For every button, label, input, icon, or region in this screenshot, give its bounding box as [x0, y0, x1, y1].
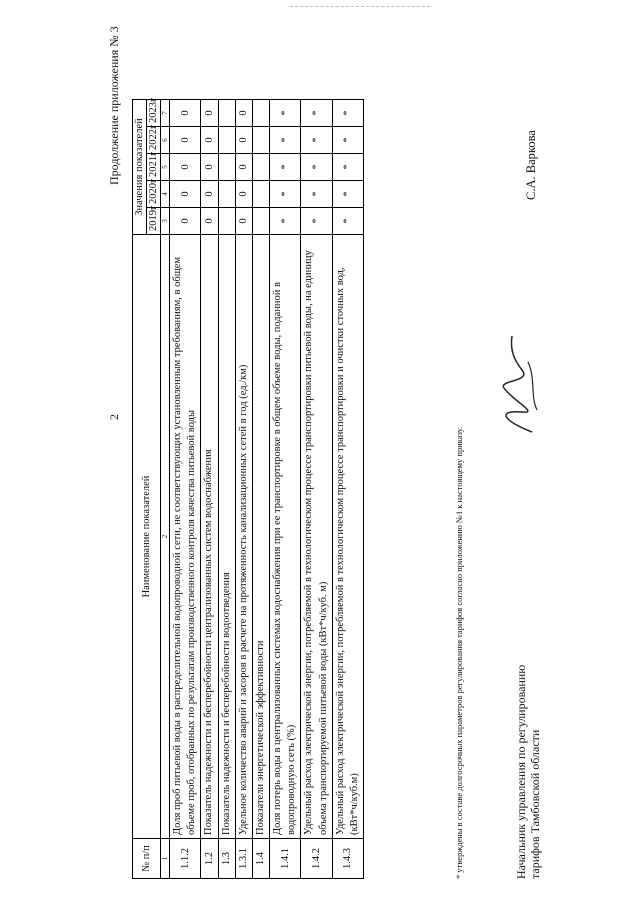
row-value: 0	[170, 127, 201, 154]
table-row	[235, 100, 252, 879]
col-number: 7	[161, 100, 170, 127]
row-value	[218, 181, 235, 208]
row-value: 0	[235, 154, 252, 181]
table-row	[170, 100, 201, 879]
row-number: 1.2	[201, 839, 218, 879]
row-number: 1.1.2	[170, 839, 201, 879]
continuation-label: Продолжение приложения № 3	[107, 26, 121, 185]
signatory-title	[514, 665, 542, 879]
row-value: *	[270, 181, 301, 208]
col-number: 3	[161, 208, 170, 235]
row-value: 0	[170, 100, 201, 127]
row-value: 0	[170, 154, 201, 181]
row-value	[252, 208, 269, 235]
indicators-table	[132, 99, 364, 879]
row-value: *	[332, 181, 363, 208]
col-number: 6	[161, 127, 170, 154]
page-number: 2	[107, 414, 121, 420]
row-value: 0	[235, 208, 252, 235]
row-indicator-name: Показатель надежности и бесперебойности водоотведения	[218, 235, 235, 839]
row-value: *	[270, 208, 301, 235]
row-value	[218, 100, 235, 127]
row-value	[218, 154, 235, 181]
row-value: *	[270, 127, 301, 154]
column-number-row	[161, 100, 170, 879]
table-body	[170, 100, 364, 879]
row-indicator-name: Доля потерь воды в централизованных системах водоснабжения при ее транспортировке в общем объеме воды, поданной в водопроводную сеть (%)	[270, 235, 301, 839]
row-value: *	[332, 127, 363, 154]
header-year: 2020г	[147, 181, 161, 208]
row-value: *	[332, 154, 363, 181]
header-year: 2021г	[147, 154, 161, 181]
row-indicator-name: Доля проб питьевой воды в распределительной водопроводной сети, не соответствующих установленным требованиям, в общем объеме проб, отобранных по результатам производственного контроля качества питьевой воды	[170, 235, 201, 839]
header-values-group: Значения показателей	[133, 100, 147, 235]
row-indicator-name: Показатель надежности и бесперебойности централизованных систем водоснабжения	[201, 235, 218, 839]
col-number: 2	[161, 235, 170, 839]
header-name: Наименование показателей	[133, 235, 161, 839]
row-value	[252, 181, 269, 208]
row-indicator-name: Удельный расход электрической энергии, потребляемой в технологическом процессе транспортировки и очистки сточных вод, (кВт*ч/куб.м)	[332, 235, 363, 839]
row-value	[252, 154, 269, 181]
header-row	[133, 100, 147, 879]
row-value: *	[301, 208, 332, 235]
col-number: 1	[161, 839, 170, 879]
row-value: 0	[201, 208, 218, 235]
signatory-name: С.А. Варкова	[524, 130, 538, 200]
header-num: № п/п	[133, 839, 161, 879]
row-indicator-name: Удельное количество аварий и засоров в расчете на протяженность канализационных сетей в год (ед./км)	[235, 235, 252, 839]
row-number: 1.3.1	[235, 839, 252, 879]
row-indicator-name: Показатели энергетической эффективности	[252, 235, 269, 839]
scan-artifact-line	[290, 6, 430, 7]
table-row	[270, 100, 301, 879]
table-row	[252, 100, 269, 879]
row-value: 0	[235, 127, 252, 154]
row-value	[252, 127, 269, 154]
row-number: 1.4.1	[270, 839, 301, 879]
row-value: 0	[201, 100, 218, 127]
col-number: 5	[161, 154, 170, 181]
footnote: * утверждены в составе долгосрочных параметров регулирования тарифов согласно приложению №1 к настоящему приказу.	[454, 426, 464, 879]
row-value	[218, 127, 235, 154]
row-number: 1.3	[218, 839, 235, 879]
row-value: *	[332, 208, 363, 235]
row-value: 0	[201, 181, 218, 208]
row-value: *	[332, 100, 363, 127]
row-value: *	[270, 100, 301, 127]
rotated-page	[22, 15, 622, 890]
header-year: 2019г	[147, 208, 161, 235]
handwritten-signature	[492, 330, 547, 440]
row-value: *	[301, 127, 332, 154]
signatory-title-line1: Начальник управления по регулированию	[514, 664, 528, 879]
row-value: *	[270, 154, 301, 181]
row-value: *	[301, 181, 332, 208]
row-number: 1.4.3	[332, 839, 363, 879]
signatory-title-line2: тарифов Тамбовской области	[528, 729, 542, 879]
row-value	[218, 208, 235, 235]
row-value: 0	[201, 154, 218, 181]
row-number: 1.4	[252, 839, 269, 879]
table-row	[332, 100, 363, 879]
table-row	[201, 100, 218, 879]
row-value: *	[301, 100, 332, 127]
row-value: 0	[201, 127, 218, 154]
header-year: 2023г	[147, 100, 161, 127]
row-value	[252, 100, 269, 127]
row-value: *	[301, 154, 332, 181]
row-value: 0	[235, 100, 252, 127]
table-row	[301, 100, 332, 879]
header-year: 2022г	[147, 127, 161, 154]
row-value: 0	[170, 208, 201, 235]
col-number: 4	[161, 181, 170, 208]
table-row	[218, 100, 235, 879]
row-value: 0	[170, 181, 201, 208]
row-value: 0	[235, 181, 252, 208]
row-number: 1.4.2	[301, 839, 332, 879]
row-indicator-name: Удельный расход электрической энергии, потребляемой в технологическом процессе транспортировки питьевой воды, на единицу объема транспортируемой питьевой воды (кВт*ч/куб. м)	[301, 235, 332, 839]
